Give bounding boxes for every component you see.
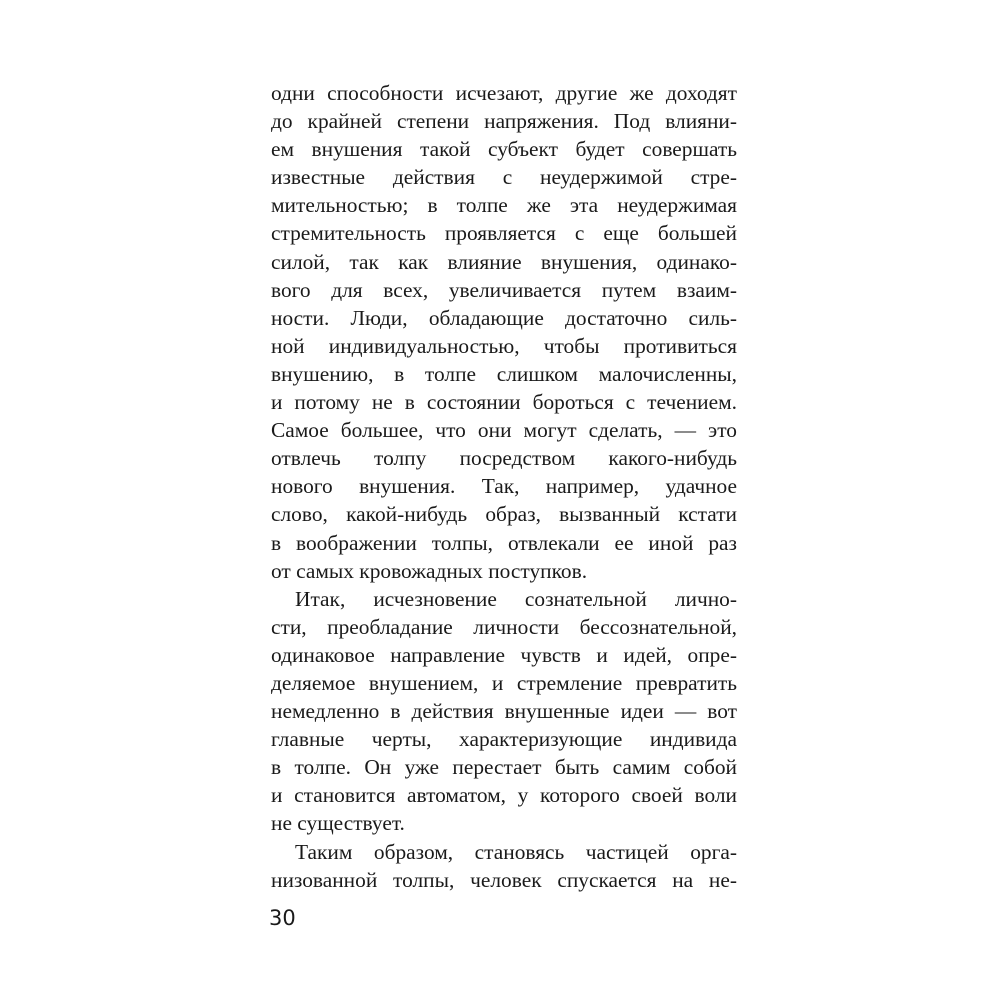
text-line: известные действия с неудержимой стре- [271,165,737,190]
paragraph-last-line: не существует. [271,811,405,836]
text-line: в воображении толпы, отвлекали ее иной раз [271,530,737,555]
paragraph-first-line: Таким образом, становясь частицей орга- [295,839,737,864]
body-text [271,79,737,894]
text-line: и становится автоматом, у которого своей воли [271,783,737,808]
text-line: сти, преобладание личности бессознательной, [271,614,737,639]
text-line: одни способности исчезают, другие же доходят [271,81,737,105]
text-line: низованной толпы, человек спускается на не- [271,867,737,892]
text-line: мительностью; в толпе же эта неудержимая [271,193,737,218]
text-line: вого для всех, увеличивается путем взаим- [271,277,737,302]
text-line: главные черты, характеризующие индивида [271,727,737,752]
text-line: и потому не в состоянии бороться с течением. [271,390,737,415]
text-line: ности. Люди, обладающие достаточно силь- [271,305,737,330]
text-line: ем внушения такой субъект будет совершать [271,137,737,162]
page-number: 30 [269,906,296,930]
paragraph-first-line: Итак, исчезновение сознательной лично- [295,586,737,611]
text-line: слово, какой-нибудь образ, вызванный кстати [271,502,737,527]
text-line: силой, так как влияние внушения, одинако- [271,249,737,274]
paragraph-last-line: от самых кровожадных поступков. [271,558,588,583]
text-line: нового внушения. Так, например, удачное [271,474,737,499]
text-line: ной индивидуальностью, чтобы противиться [271,333,737,358]
text-line: стремительность проявляется с еще большей [271,221,737,246]
text-line: отвлечь толпу посредством какого-нибудь [271,446,737,471]
text-line: немедленно в действия внушенные идеи — вот [271,699,737,724]
text-line: Самое большее, что они могут сделать, — это [271,418,737,443]
text-line: до крайней степени напряжения. Под влияни- [271,109,737,134]
text-line: одинаковое направление чувств и идей, опре- [271,642,737,667]
text-line: деляемое внушением, и стремление превратить [271,670,737,695]
text-line: внушению, в толпе слишком малочисленны, [271,361,737,386]
text-line: в толпе. Он уже перестает быть самим собой [271,755,737,780]
